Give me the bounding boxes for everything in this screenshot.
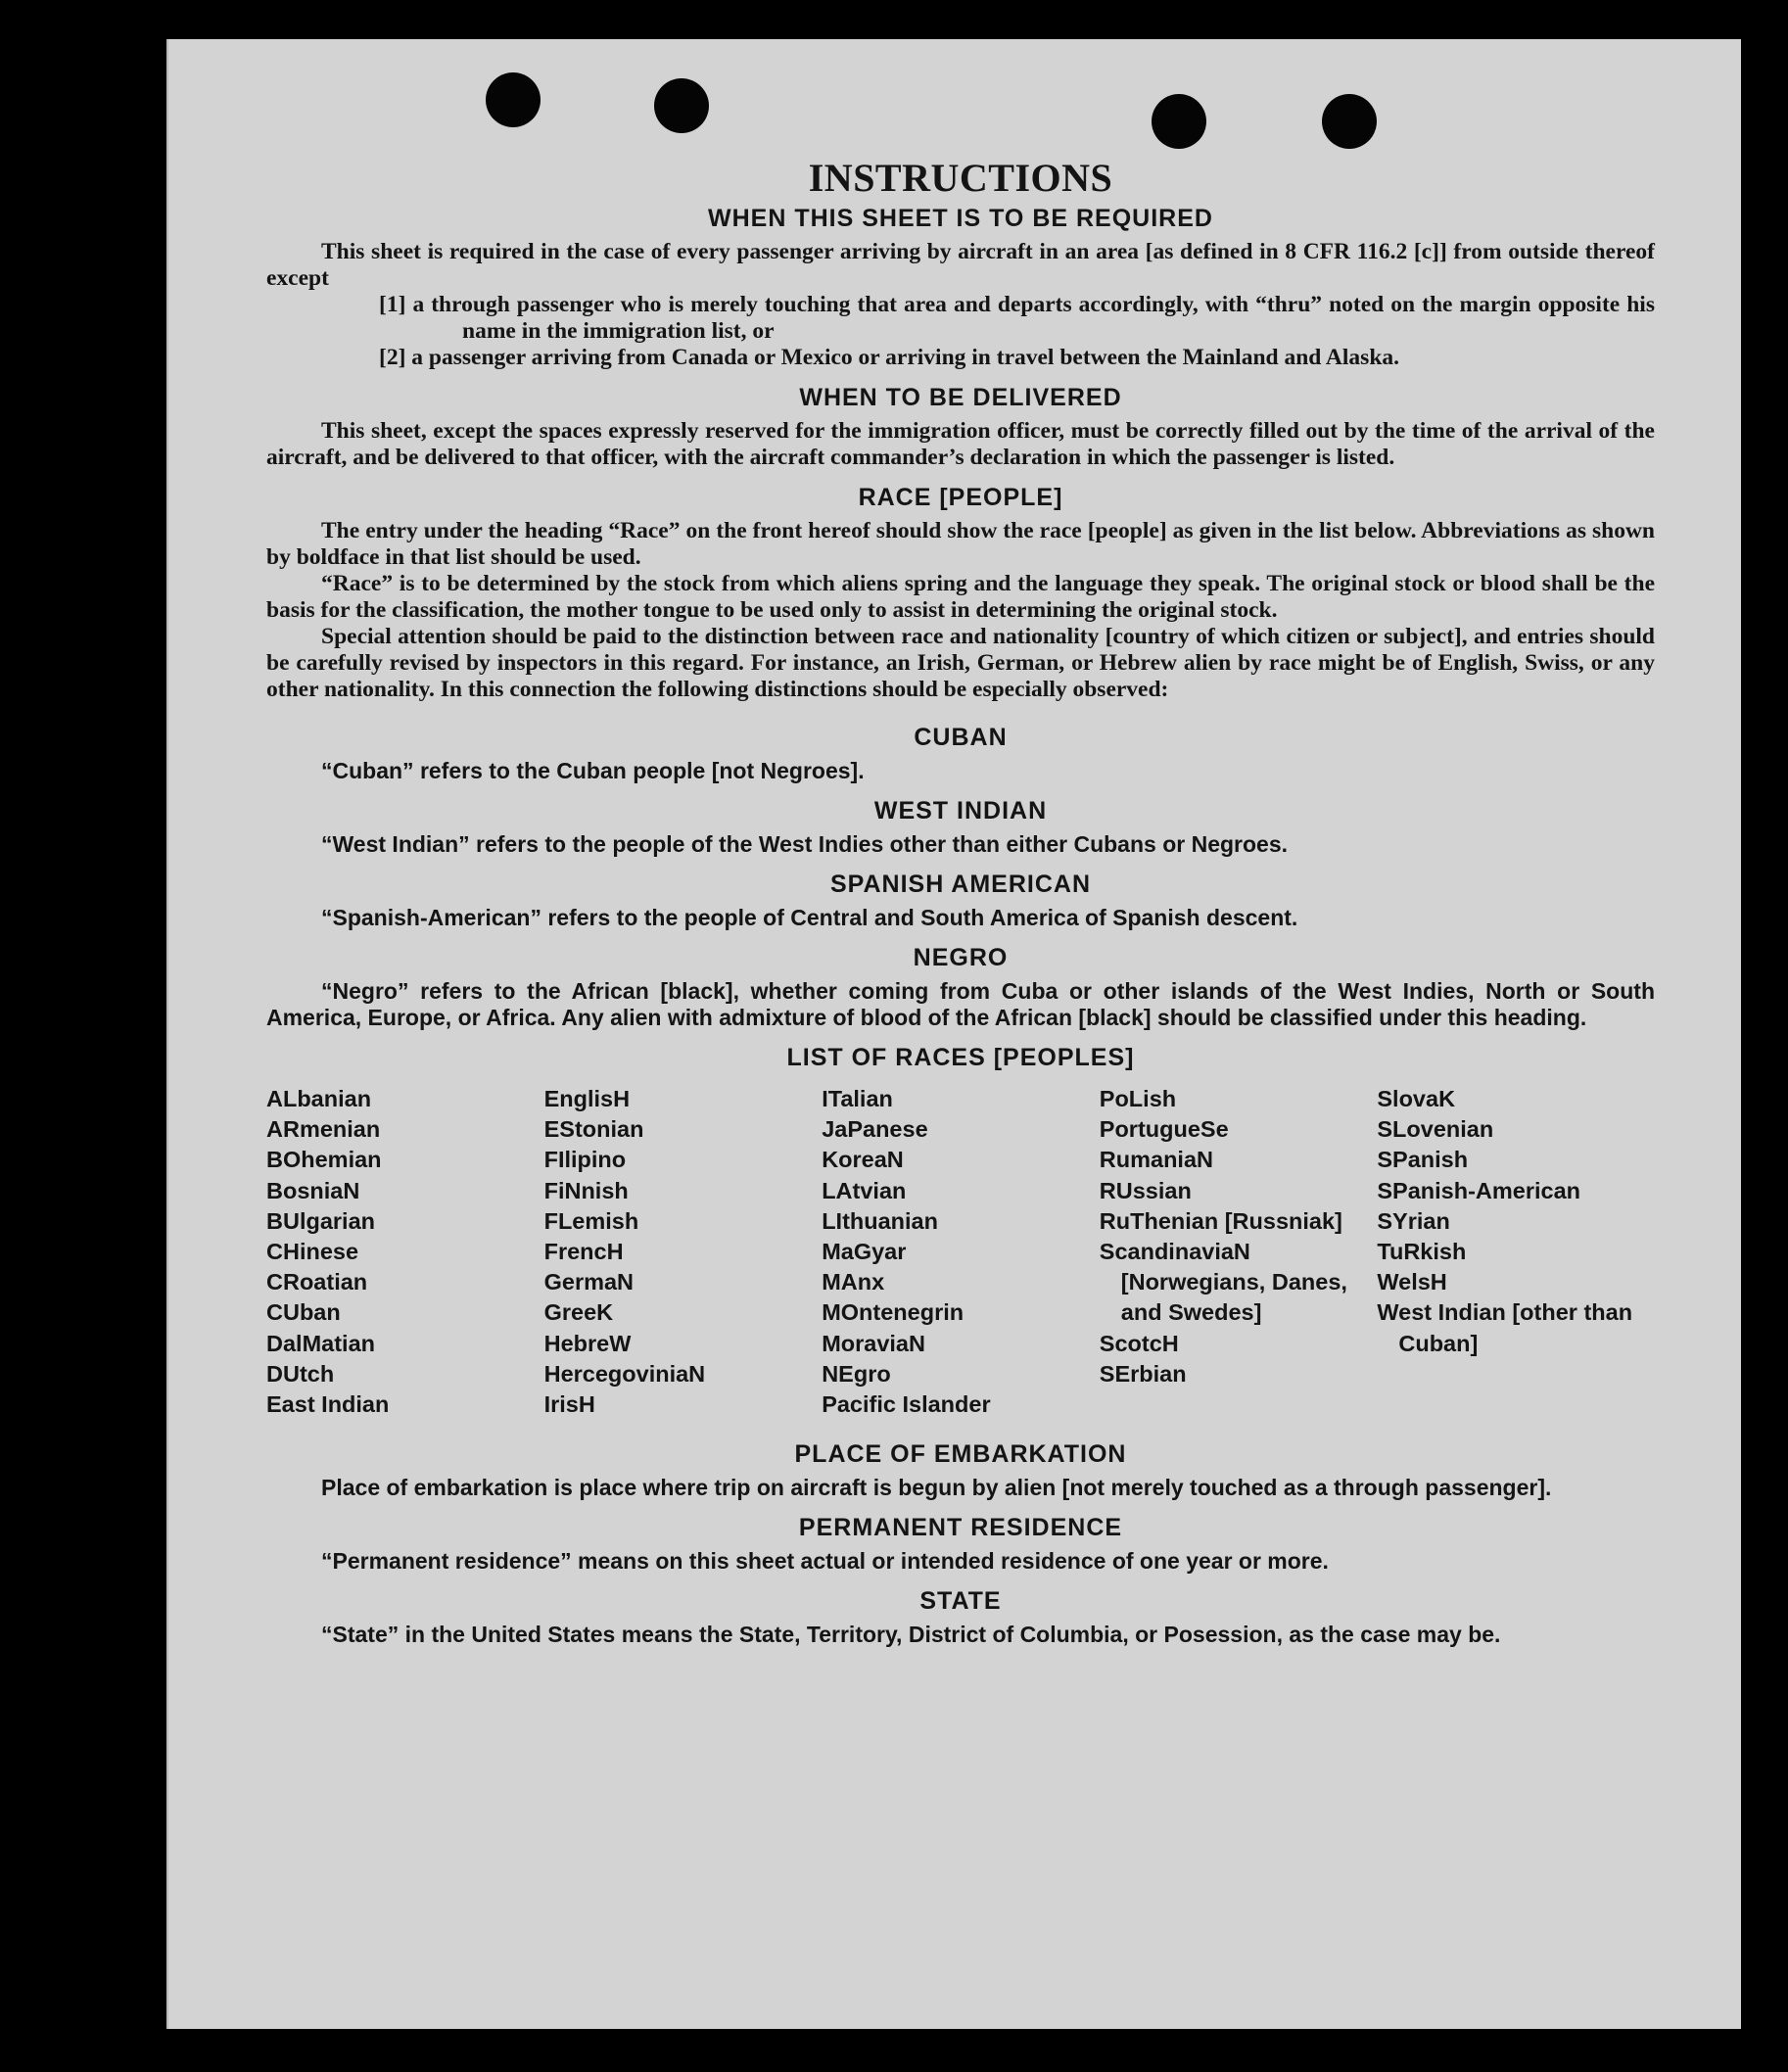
heading-spanish-american: SPANISH AMERICAN	[829, 871, 1091, 898]
race-item: CRoatian	[266, 1269, 368, 1295]
race-item: CHinese	[266, 1239, 359, 1265]
race-item: KoreaN	[822, 1147, 904, 1173]
race-item: PoLish	[1099, 1086, 1177, 1111]
race-paragraph-3: Special attention should be paid to the distinction between race and nationality [country of which citizen or subject], and entries should be carefully revised by inspectors in this regard. For instance, an Irish, German, or Hebrew alien by race might be of English, Swiss, or any other nationality. In this connection the following distinctions should be especially observed:	[266, 624, 1655, 702]
races-column-5	[1377, 1084, 1655, 1420]
document-sheet	[166, 39, 1741, 2029]
race-item: MaGyar	[822, 1239, 907, 1265]
race-item: BosniaN	[266, 1177, 360, 1203]
race-item: ARmenian	[266, 1116, 381, 1143]
race-item: RUssian	[1099, 1177, 1192, 1203]
race-item: EStonian	[543, 1116, 644, 1143]
races-list	[266, 1084, 1655, 1420]
race-item: HebreW	[543, 1330, 632, 1356]
race-item: GreeK	[543, 1299, 614, 1326]
races-column-3	[822, 1084, 1100, 1420]
heading-permanent-residence: PERMANENT RESIDENCE	[798, 1514, 1123, 1542]
race-item: BOhemian	[266, 1147, 382, 1173]
heading-cuban: CUBAN	[914, 724, 1008, 751]
heading-place-of-embarkation: PLACE OF EMBARKATION	[794, 1440, 1127, 1469]
race-item: LIthuanian	[822, 1207, 938, 1234]
instructions-content	[266, 155, 1655, 1648]
heading-when-required: WHEN THIS SHEET IS TO BE REQUIRED	[708, 205, 1213, 232]
race-item: SErbian	[1099, 1360, 1187, 1387]
race-item: FLemish	[543, 1207, 639, 1234]
page-title: INSTRUCTIONS	[808, 156, 1113, 200]
cuban-text: “Cuban” refers to the Cuban people [not Negroes].	[321, 758, 865, 783]
race-item: EnglisH	[543, 1086, 631, 1111]
embarkation-text: Place of embarkation is place where trip on aircraft is begun by alien [not merely touched as a through passenger].	[321, 1475, 1552, 1501]
punch-hole	[654, 78, 709, 133]
heading-negro: NEGRO	[913, 944, 1009, 971]
spanish-american-text: “Spanish-American” refers to the people of Central and South America of Spanish descent.	[321, 905, 1298, 930]
heading-when-delivered: WHEN TO BE DELIVERED	[799, 384, 1122, 411]
race-paragraph-1: The entry under the heading “Race” on the front hereof should show the race [people] as given in the list below. Abbreviations as shown by boldface in that list should be used.	[266, 518, 1655, 570]
races-column-1	[266, 1084, 544, 1420]
punch-hole	[1152, 94, 1206, 149]
when-delivered-text: This sheet, except the spaces expressly reserved for the immigration officer, must be correctly filled out by the time of the arrival of the aircraft, and be delivered to that officer, with the aircraft commander’s declaration in which the passenger is listed.	[266, 418, 1655, 470]
state-text: “State” in the United States means the State, Territory, District of Columbia, or Posession, as the case may be.	[321, 1622, 1501, 1648]
punch-hole	[1322, 94, 1377, 149]
races-column-4	[1100, 1084, 1378, 1420]
race-item: East Indian	[266, 1391, 390, 1418]
race-item: DalMatian	[266, 1330, 375, 1356]
race-item: SPanish	[1377, 1147, 1469, 1173]
race-item: MoraviaN	[822, 1330, 925, 1356]
heading-race: RACE [PEOPLE]	[858, 484, 1063, 511]
punch-hole	[486, 72, 541, 127]
race-item: PortugueSe	[1099, 1116, 1229, 1143]
race-item: RuThenian [Russniak]	[1099, 1207, 1342, 1234]
heading-west-indian: WEST INDIAN	[873, 797, 1048, 824]
when-required-item-2: [2] a passenger arriving from Canada or Mexico or arriving in travel between the Mainland and Alaska.	[379, 345, 1400, 370]
race-item: BUlgarian	[266, 1207, 375, 1234]
race-item: LAtvian	[822, 1177, 907, 1203]
race-item: ALbanian	[266, 1086, 372, 1111]
race-item: DUtch	[266, 1360, 335, 1387]
race-item: ITalian	[822, 1086, 893, 1111]
race-item: Pacific Islander	[822, 1391, 991, 1418]
race-item: SlovaK	[1377, 1086, 1456, 1111]
race-item: West Indian [other than Cuban]	[1377, 1299, 1633, 1356]
race-item: HercegoviniaN	[543, 1360, 706, 1387]
race-item: SPanish-American	[1377, 1177, 1581, 1203]
race-item: TuRkish	[1377, 1239, 1467, 1265]
races-column-2	[544, 1084, 823, 1420]
when-required-intro: This sheet is required in the case of every passenger arriving by aircraft in an area [as defined in 8 CFR 116.2 [c]] from outside thereof except	[266, 239, 1655, 291]
race-item: WelsH	[1377, 1269, 1447, 1295]
race-item: RumaniaN	[1099, 1147, 1213, 1173]
race-item: MAnx	[822, 1269, 885, 1295]
race-item: SYrian	[1377, 1207, 1450, 1234]
when-required-item-1: [1] a through passenger who is merely touching that area and departs accordingly, with “thru” noted on the margin opposite his name in the immigration list, or	[379, 292, 1655, 344]
race-item: FIlipino	[543, 1147, 627, 1173]
west-indian-text: “West Indian” refers to the people of the West Indies other than either Cubans or Negroes.	[321, 831, 1289, 857]
negro-text: “Negro” refers to the African [black], whether coming from Cuba or other islands of the West Indies, North or South America, Europe, or Africa. Any alien with admixture of blood of the African [black] should be classified under this heading.	[266, 978, 1655, 1030]
heading-state: STATE	[919, 1587, 1002, 1616]
race-item: FiNnish	[543, 1177, 629, 1203]
race-item: NEgro	[822, 1360, 891, 1387]
race-item: ScotcH	[1099, 1330, 1179, 1356]
race-item: IrisH	[543, 1391, 595, 1418]
race-item: JaPanese	[822, 1116, 928, 1143]
race-item: CUban	[266, 1299, 341, 1326]
race-item: GermaN	[543, 1269, 635, 1295]
race-item: FrencH	[543, 1239, 624, 1265]
heading-list-of-races: LIST OF RACES [PEOPLES]	[786, 1044, 1135, 1071]
race-item: SLovenian	[1377, 1116, 1494, 1143]
race-paragraph-2: “Race” is to be determined by the stock from which aliens spring and the language they speak. The original stock or blood shall be the basis for the classification, the mother tongue to be used only to assist in determining the original stock.	[266, 571, 1655, 623]
residence-text: “Permanent residence” means on this sheet actual or intended residence of one year or more.	[321, 1548, 1329, 1575]
race-item: ScandinaviaN [Norwegians, Danes, and Swedes]	[1099, 1239, 1347, 1326]
race-item: MOntenegrin	[822, 1299, 965, 1326]
